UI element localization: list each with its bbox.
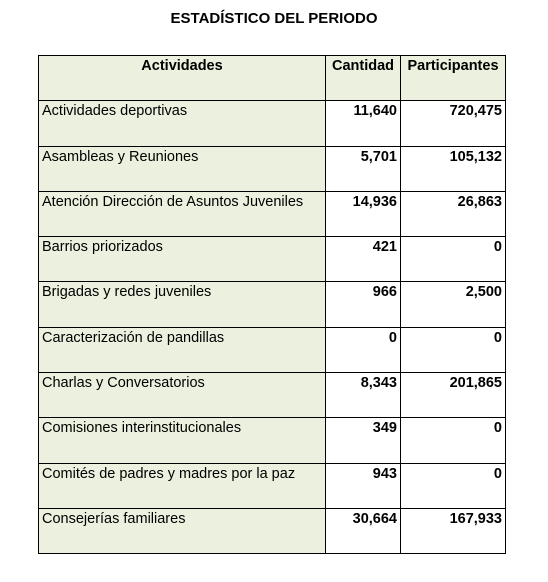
- column-header-participantes: Participantes: [401, 56, 506, 101]
- table-row: [39, 237, 506, 282]
- activity-cell: Atención Dirección de Asuntos Juveniles: [39, 191, 326, 236]
- statistics-table: [38, 55, 506, 554]
- table-row: [39, 373, 506, 418]
- quantity-cell: 966: [326, 282, 401, 327]
- table-row: [39, 327, 506, 372]
- activity-cell: Comisiones interinstitucionales: [39, 418, 326, 463]
- participants-cell: 2,500: [401, 282, 506, 327]
- activity-cell: Actividades deportivas: [39, 101, 326, 146]
- participants-cell: 167,933: [401, 508, 506, 553]
- quantity-cell: 8,343: [326, 373, 401, 418]
- activity-cell: Asambleas y Reuniones: [39, 146, 326, 191]
- quantity-cell: 0: [326, 327, 401, 372]
- table-header-row: [39, 56, 506, 101]
- quantity-cell: 421: [326, 237, 401, 282]
- participants-cell: 0: [401, 327, 506, 372]
- participants-cell: 720,475: [401, 101, 506, 146]
- quantity-cell: 5,701: [326, 146, 401, 191]
- participants-cell: 26,863: [401, 191, 506, 236]
- quantity-cell: 943: [326, 463, 401, 508]
- activity-cell: Charlas y Conversatorios: [39, 373, 326, 418]
- page-title: ESTADÍSTICO DEL PERIODO: [170, 10, 378, 27]
- table-row: [39, 101, 506, 146]
- participants-cell: 0: [401, 237, 506, 282]
- activity-cell: Consejerías familiares: [39, 508, 326, 553]
- table-row: [39, 508, 506, 553]
- table-row: [39, 463, 506, 508]
- participants-cell: 0: [401, 418, 506, 463]
- column-header-cantidad: Cantidad: [326, 56, 401, 101]
- quantity-cell: 30,664: [326, 508, 401, 553]
- table-row: [39, 146, 506, 191]
- activity-cell: Barrios priorizados: [39, 237, 326, 282]
- quantity-cell: 11,640: [326, 101, 401, 146]
- quantity-cell: 14,936: [326, 191, 401, 236]
- activity-cell: Brigadas y redes juveniles: [39, 282, 326, 327]
- table-row: [39, 282, 506, 327]
- activity-cell: Caracterización de pandillas: [39, 327, 326, 372]
- participants-cell: 105,132: [401, 146, 506, 191]
- column-header-actividades: Actividades: [39, 56, 326, 101]
- participants-cell: 201,865: [401, 373, 506, 418]
- activity-cell: Comités de padres y madres por la paz: [39, 463, 326, 508]
- quantity-cell: 349: [326, 418, 401, 463]
- table-row: [39, 191, 506, 236]
- participants-cell: 0: [401, 463, 506, 508]
- table-row: [39, 418, 506, 463]
